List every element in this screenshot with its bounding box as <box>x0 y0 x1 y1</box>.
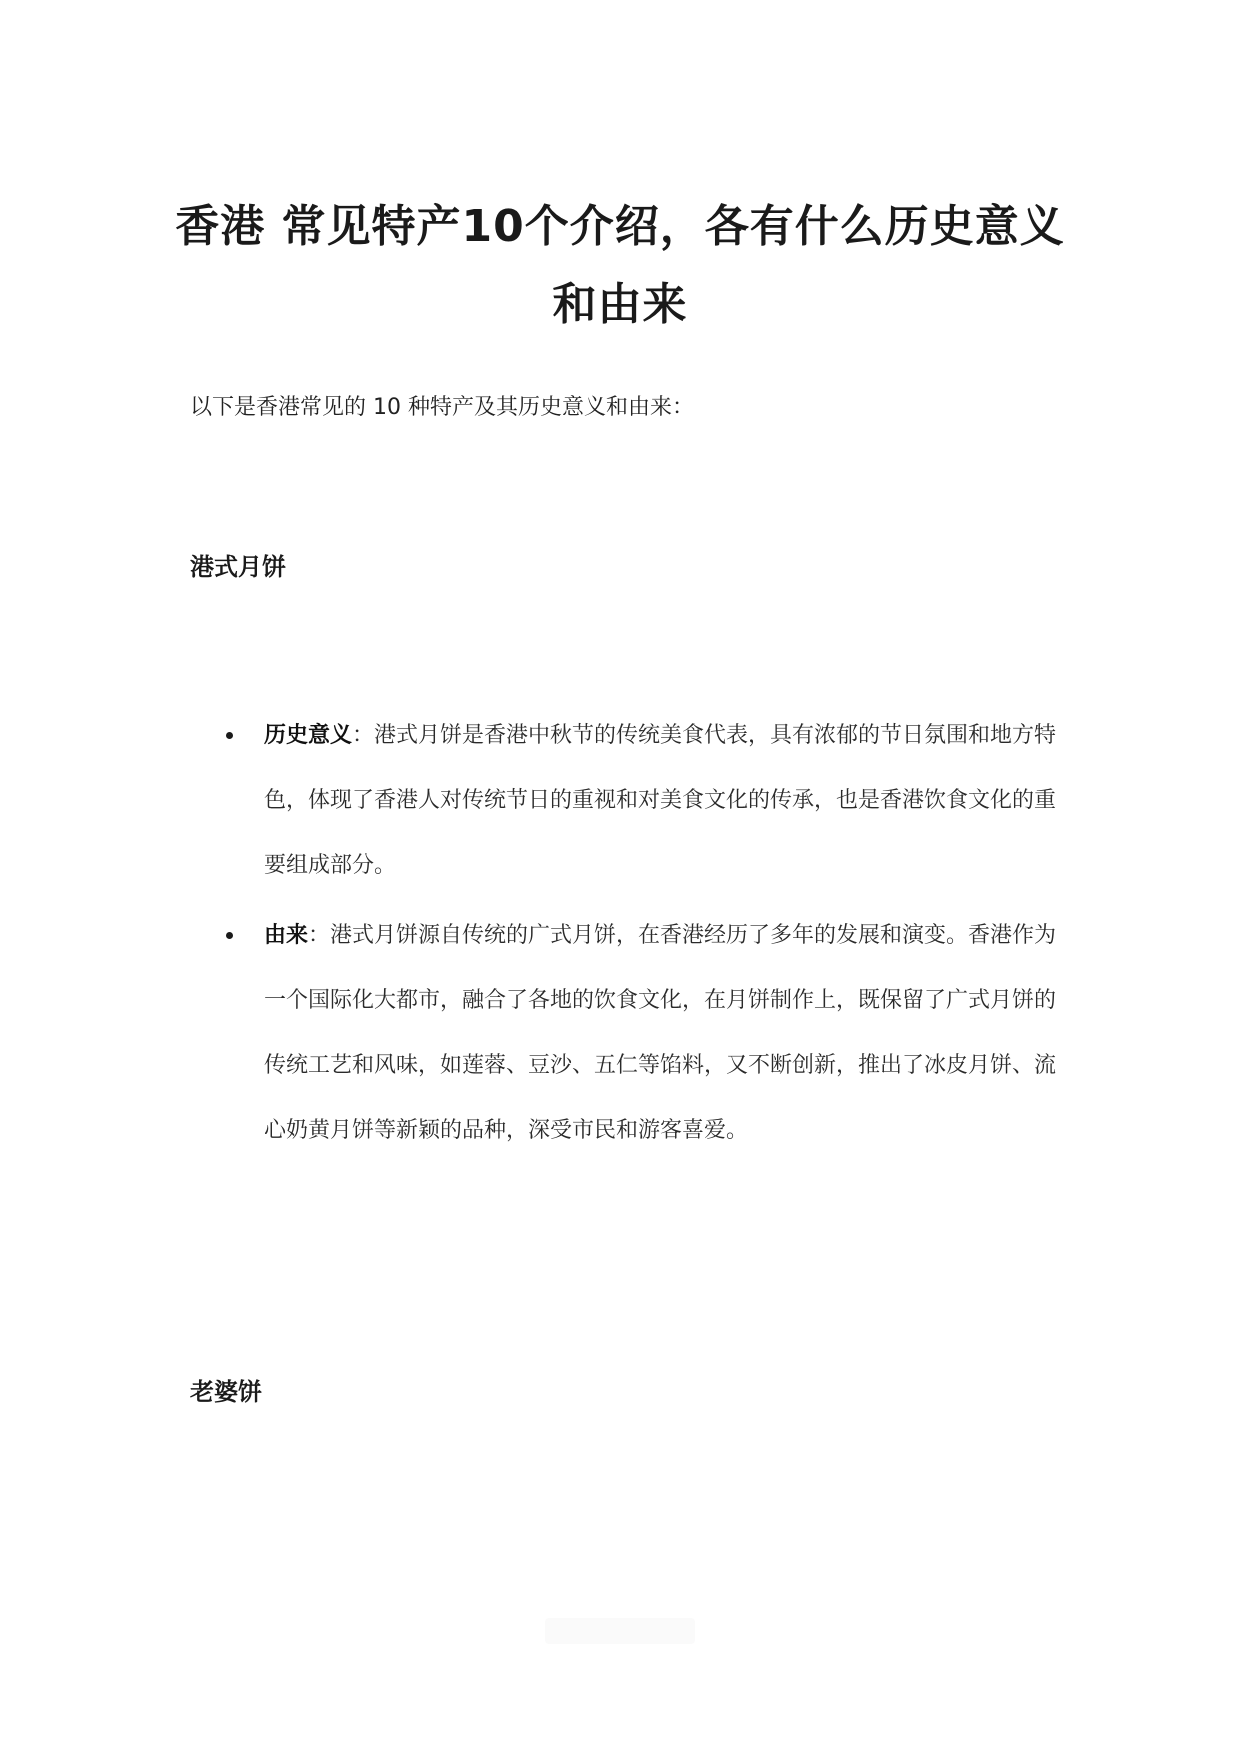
list-item-origin <box>190 903 1060 1163</box>
item-label: 由来 <box>264 923 309 948</box>
bullet-list-origin <box>190 903 1060 1163</box>
item-text: 港式月饼是香港中秋节的传统美食代表，具有浓郁的节日氛围和地方特色，体现了香港人对传统节日的重视和对美食文化的传承，也是香港饮食文化的重要组成部分。 <box>264 723 1057 878</box>
section-heading-mooncake: 港式月饼 <box>190 553 286 581</box>
list-item-history-significance <box>190 703 1060 898</box>
item-text: 港式月饼源自传统的广式月饼，在香港经历了多年的发展和演变。香港作为一个国际化大都市，融合了各地的饮食文化，在月饼制作上，既保留了广式月饼的传统工艺和风味，如莲蓉、豆沙、五仁等馅料，又不断创新，推出了冰皮月饼、流心奶黄月饼等新颖的品种，深受市民和游客喜爱。 <box>264 923 1057 1143</box>
intro-paragraph: 以下是香港常见的 10 种特产及其历史意义和由来： <box>190 395 694 420</box>
bullet-dot-icon <box>226 732 233 739</box>
item-separator: ： <box>308 923 331 948</box>
faint-watermark <box>545 1618 695 1644</box>
bullet-list-history <box>190 703 1060 898</box>
item-separator: ： <box>352 723 375 748</box>
bullet-dot-icon <box>226 932 233 939</box>
section-heading-wife-cake: 老婆饼 <box>190 1378 262 1406</box>
item-label: 历史意义 <box>264 723 353 748</box>
document-title: 香港 常见特产10个介绍，各有什么历史意义和由来 <box>175 201 1065 330</box>
